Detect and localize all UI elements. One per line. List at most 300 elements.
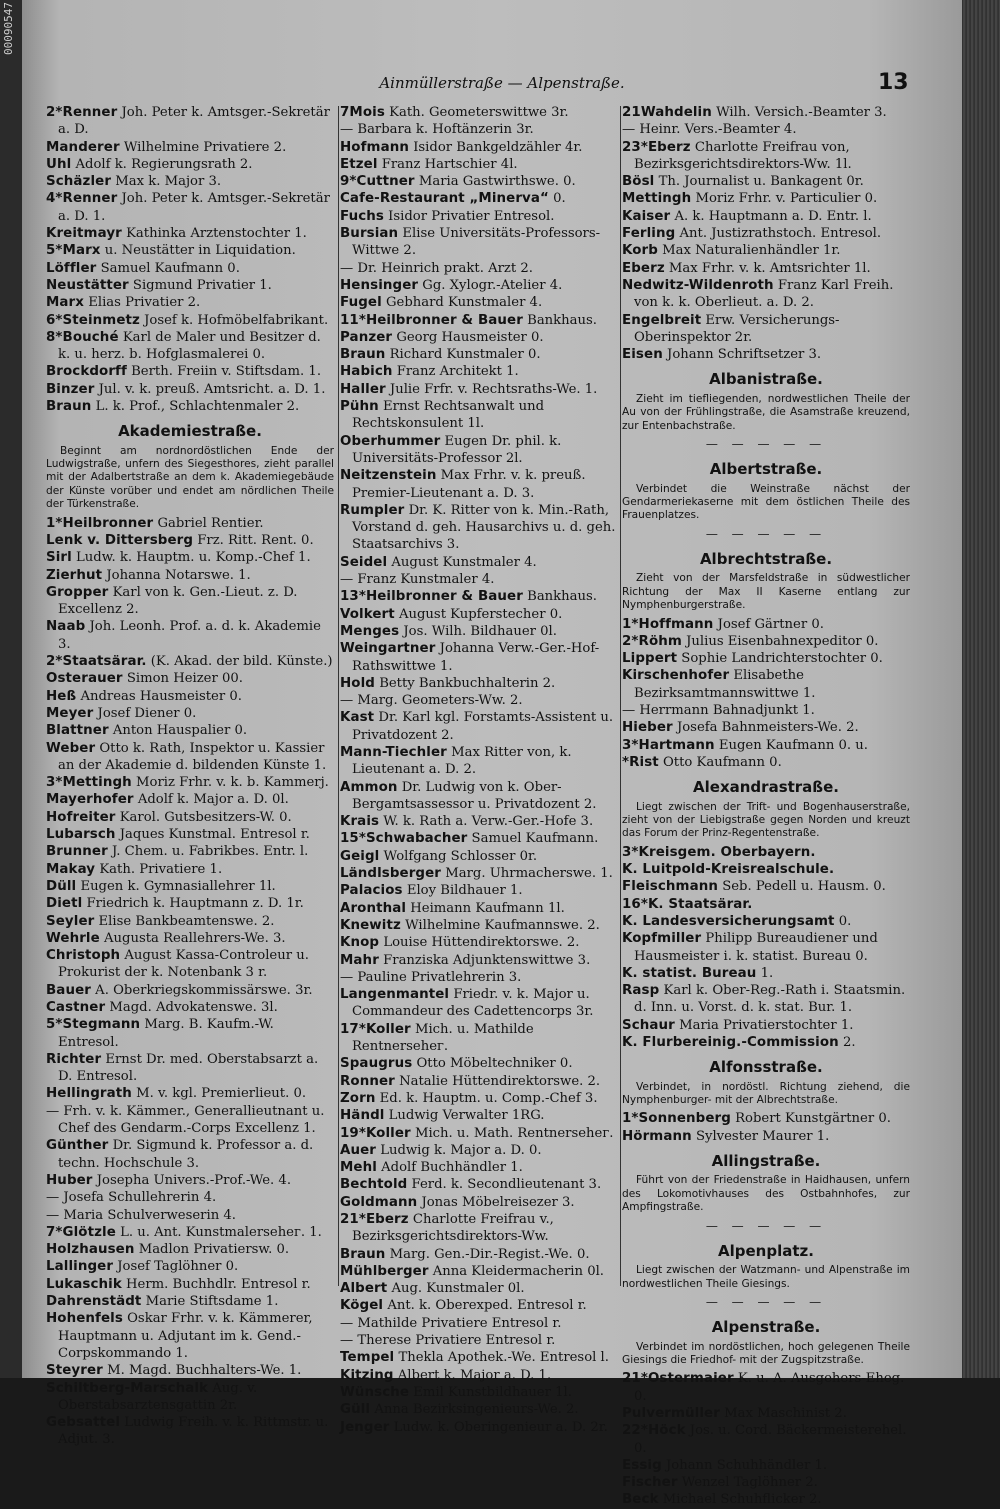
resident-details: Wenzel Taglöhner 2. — [681, 1475, 818, 1491]
resident-details: Julie Frfr. v. Rechtsraths-We. 1. — [389, 381, 598, 397]
resident-details: (K. Akad. der bild. Künste.) — [150, 654, 333, 670]
resident-name: Schaur — [622, 1017, 675, 1033]
resident-details: Maria Gastwirthswe. 0. — [418, 174, 576, 190]
resident-details: W. k. Rath a. Verw.-Ger.-Hofe 3. — [383, 814, 594, 830]
resident-entry — [46, 722, 334, 739]
resident-name: Aronthal — [340, 900, 407, 916]
resident-entry — [622, 844, 910, 861]
house-number: 8* — [46, 329, 63, 345]
resident-details: Erw. Versicherungs-Oberinspektor 2r. — [634, 312, 840, 345]
resident-details: Elias Privatier 2. — [88, 295, 201, 311]
resident-name: Essig — [622, 1457, 662, 1473]
resident-details: Seb. Pedell u. Hausm. 0. — [722, 879, 886, 895]
resident-entry — [340, 848, 628, 865]
resident-entry — [46, 1137, 334, 1172]
resident-details: — Dr. Heinrich prakt. Arzt 2. — [340, 260, 533, 276]
resident-name: Heilbronner & Bauer — [365, 312, 523, 328]
resident-details: Heimann Kaufmann 1l. — [410, 900, 565, 916]
resident-details: A. Oberkriegskommissärswe. 3r. — [95, 982, 313, 998]
column-3 — [622, 104, 910, 1508]
resident-name: Castner — [46, 999, 106, 1015]
resident-details: Th. Journalist u. Bankagent 0r. — [658, 174, 864, 190]
house-number: 2* — [622, 633, 639, 649]
resident-details: Otto k. Rath, Inspektor u. Kassier an der Akademie d. bildenden Künste 1. — [58, 740, 327, 773]
resident-name: Fleischmann — [622, 879, 719, 895]
resident-name: Mann-Tiechler — [340, 744, 447, 760]
resident-entry — [46, 242, 334, 259]
resident-name: Zierhut — [46, 567, 103, 583]
running-title: Ainmüllerstraße — Alpenstraße. — [379, 74, 625, 92]
resident-name: Habich — [340, 364, 393, 380]
resident-name: Lubarsch — [46, 827, 116, 843]
resident-details: Wilhelmine Privatiere 2. — [123, 139, 287, 155]
street-heading: Alpenstraße. — [711, 1318, 821, 1337]
resident-details: Eugen k. Gymnasiallehrer 1l. — [80, 878, 276, 894]
resident-name: Zorn — [340, 1090, 376, 1106]
house-number: 17* — [340, 1021, 366, 1037]
resident-name: Glötzle — [62, 1224, 116, 1240]
resident-entry — [622, 754, 910, 771]
resident-name: Renner — [62, 191, 118, 207]
resident-entry — [46, 1258, 334, 1275]
resident-entry — [340, 139, 628, 156]
resident-details: Madlon Privatiersw. 0. — [138, 1242, 290, 1258]
resident-entry — [622, 667, 910, 702]
resident-details: Joh. Leonh. Prof. a. d. k. Akademie 3. — [58, 619, 321, 652]
resident-entry — [46, 670, 334, 687]
resident-name: Etzel — [340, 156, 378, 172]
resident-details: Eugen Dr. phil. k. Universitäts-Professor 2l. — [352, 433, 562, 466]
resident-name: Fugel — [340, 295, 382, 311]
resident-entry — [340, 329, 628, 346]
house-number: 13* — [340, 589, 366, 605]
resident-name: Hieber — [622, 720, 673, 736]
resident-details: Philipp Bureaudiener und Hausmeister i. k. statist. Bureau 0. — [634, 931, 878, 964]
resident-name: Bösl — [622, 174, 655, 190]
house-number: 23* — [622, 139, 648, 155]
book-spine — [0, 0, 22, 1378]
resident-entry — [622, 1128, 910, 1145]
resident-name: Knewitz — [340, 917, 401, 933]
resident-name: Eisen — [622, 347, 663, 363]
resident-details: Franz Hartschier 4l. — [381, 156, 518, 172]
resident-details: Sophie Landrichterstochter 0. — [681, 651, 883, 667]
resident-entry — [340, 1073, 628, 1090]
resident-details: Adolf k. Major a. D. 0l. — [137, 792, 289, 808]
resident-entry — [340, 1107, 628, 1124]
resident-entry — [622, 1110, 910, 1127]
street-heading: Alpenplatz. — [718, 1241, 814, 1260]
resident-entry — [46, 104, 334, 139]
resident-details: Josef k. Hofmöbelfabrikant. — [144, 312, 329, 328]
resident-name: Gropper — [46, 584, 109, 600]
resident-name: Weingartner — [340, 641, 436, 657]
resident-details: Jos. u. Cord. Bäckermeisterehel. 0. — [634, 1423, 907, 1456]
resident-details: Louise Hüttendirektorswe. 2. — [383, 935, 580, 951]
resident-entry — [622, 861, 910, 878]
resident-entry — [622, 719, 910, 736]
resident-details: Dr. Sigmund k. Professor a. d. techn. Hochschule 3. — [58, 1138, 314, 1171]
resident-details: Joh. Peter k. Amtsger.-Sekretär a. D. — [58, 105, 330, 138]
house-number: 1* — [46, 515, 63, 531]
resident-details: Franz Architekt 1. — [396, 364, 519, 380]
resident-entry — [46, 653, 334, 670]
house-number: 16* — [622, 896, 648, 912]
resident-entry — [340, 640, 628, 675]
resident-entry — [340, 606, 628, 623]
resident-entry — [340, 917, 628, 934]
resident-entry — [340, 709, 628, 744]
resident-entry — [46, 398, 334, 415]
resident-entry — [340, 398, 628, 433]
resident-details: Karl de Maler und Besitzer d. k. u. herz. b. Hofglasmalerei 0. — [58, 329, 321, 363]
resident-entry — [46, 1103, 334, 1138]
resident-entry — [340, 1280, 628, 1297]
resident-details: Anton Hauspalier 0. — [112, 723, 248, 739]
resident-details: A. k. Hauptmann a. D. Entr. l. — [674, 208, 872, 224]
resident-name: Braun — [340, 347, 386, 363]
resident-entry — [46, 515, 334, 532]
resident-name: Kreisgem. Oberbayern. — [638, 844, 816, 860]
resident-details: Johanna Verw.-Ger.-Hof-Rathswittwe 1. — [352, 641, 600, 674]
resident-details: — Frh. v. k. Kämmer., Generallieutnant u. Chef des Gendarm.-Corps Excellenz 1. — [46, 1103, 325, 1137]
house-number: 21* — [622, 1371, 648, 1387]
resident-entry — [46, 895, 334, 912]
house-number: 11* — [340, 312, 366, 328]
resident-details: Frz. Ritt. Rent. 0. — [197, 532, 314, 548]
resident-details: Karol. Gutsbesitzers-W. 0. — [119, 809, 292, 825]
resident-details: Joh. Peter k. Amtsger.-Sekretär a. D. 1. — [58, 191, 330, 224]
resident-name: Meyer — [46, 705, 94, 721]
resident-entry — [622, 1034, 910, 1051]
resident-name: Binzer — [46, 381, 95, 397]
street-description: Zieht im tiefliegenden, nordwestlichen Theile der Au von der Frühlingstraße, die Asamstraße kreuzend, zur Entenbachstraße. — [622, 392, 910, 432]
resident-entry — [46, 791, 334, 808]
resident-entry — [46, 567, 334, 584]
resident-entry — [340, 952, 628, 969]
resident-entry — [622, 650, 910, 667]
resident-name: Manderer — [46, 139, 120, 155]
resident-entry — [622, 1457, 910, 1474]
resident-entry — [340, 467, 628, 502]
resident-name: Kirschenhofer — [622, 668, 730, 684]
resident-details: Jaques Kunstmal. Entresol r. — [119, 827, 310, 843]
street-description: Verbindet im nordöstlichen, hoch gelegenen Theile Giesings die Friedhof- mit der Zugspitzstraße. — [622, 1340, 910, 1366]
street-heading: Albanistraße. — [709, 370, 823, 389]
resident-name: Stegmann — [62, 1017, 141, 1033]
resident-entry — [622, 1474, 910, 1491]
resident-name: Holzhausen — [46, 1242, 135, 1258]
resident-entry — [46, 861, 334, 878]
resident-details: Julius Eisenbahnexpeditor 0. — [686, 633, 879, 649]
resident-details: Max Frhr. v. k. preuß. Premier-Lieutenant a. D. 3. — [352, 468, 586, 501]
resident-entry — [340, 588, 628, 605]
resident-name: Hofmann — [340, 139, 409, 155]
resident-details: Isidor Bankgeldzähler 4r. — [413, 139, 583, 155]
resident-details: Anna Kleidermacherin 0l. — [432, 1263, 604, 1279]
resident-details: — Franz Kunstmaler 4. — [340, 572, 495, 588]
street-heading: Allingstraße. — [711, 1152, 821, 1171]
resident-name: Makay — [46, 861, 96, 877]
resident-name: Pulvermüller — [622, 1405, 720, 1421]
resident-name: Auer — [340, 1142, 376, 1158]
resident-entry — [46, 225, 334, 242]
resident-name: Ländlsberger — [340, 866, 441, 882]
resident-entry — [340, 1349, 628, 1366]
house-number: 4* — [46, 191, 63, 207]
resident-entry — [622, 190, 910, 207]
resident-entry — [340, 623, 628, 640]
resident-details: Elise Bankbeamtenswe. 2. — [98, 913, 275, 929]
resident-entry — [340, 1315, 628, 1332]
resident-name: Düll — [46, 878, 77, 894]
resident-entry — [46, 1241, 334, 1258]
resident-details: Otto Kaufmann 0. — [663, 754, 782, 770]
street-heading: Alexandrastraße. — [693, 778, 839, 797]
resident-entry — [622, 104, 910, 121]
resident-details: Anna Bezirksingenieurs-We. 2. — [374, 1402, 579, 1418]
resident-details: Ferd. k. Secondlieutenant 3. — [411, 1177, 602, 1193]
resident-details: Charlotte Freifrau von, Bezirksgerichtsdirektors-Ww. 1l. — [634, 139, 852, 172]
resident-name: Kitzing — [340, 1367, 394, 1383]
resident-details: Max Frhr. v. k. Amtsrichter 1l. — [668, 260, 871, 276]
resident-details: Natalie Hüttendirektorswe. 2. — [399, 1073, 601, 1089]
resident-details: M. v. kgl. Premierlieut. 0. — [136, 1086, 307, 1102]
resident-entry — [46, 294, 334, 311]
resident-details: Jos. Wilh. Bildhauer 0l. — [403, 623, 557, 639]
house-number: 1* — [622, 1111, 639, 1127]
resident-details: Marg. Uhrmacherswe. 1. — [445, 866, 613, 882]
resident-name: Heilbronner & Bauer — [365, 589, 523, 605]
resident-entry — [340, 1194, 628, 1211]
resident-name: Mahr — [340, 952, 379, 968]
house-number: 15* — [340, 831, 366, 847]
resident-name: Haller — [340, 381, 386, 397]
resident-entry — [340, 1367, 628, 1384]
resident-entry — [46, 584, 334, 619]
resident-name: Mayerhofer — [46, 792, 134, 808]
resident-details: August Kunstmaler 4. — [391, 554, 537, 570]
resident-entry — [340, 225, 628, 260]
resident-entry — [622, 913, 910, 930]
resident-details: Johanna Notarswe. 1. — [106, 567, 251, 583]
resident-name: Ferling — [622, 226, 676, 242]
resident-details: 0. — [838, 913, 852, 929]
page-header — [22, 70, 962, 98]
resident-name: Braun — [46, 399, 92, 415]
resident-entry — [340, 554, 628, 571]
resident-details: Richard Kunstmaler 0. — [389, 347, 541, 363]
resident-details: Augusta Reallehrers-We. 3. — [104, 930, 286, 946]
resident-name: Röhm — [638, 633, 682, 649]
resident-entry — [622, 346, 910, 363]
resident-details: Kath. Geometerswittwe 3r. — [389, 105, 569, 120]
resident-details: L. k. Prof., Schlachtenmaler 2. — [95, 399, 300, 415]
resident-name: Hofreiter — [46, 809, 116, 825]
resident-entry — [340, 1297, 628, 1314]
resident-entry — [340, 830, 628, 847]
resident-details: 2. — [842, 1035, 856, 1051]
resident-details: Josepha Univers.-Prof.-We. 4. — [96, 1172, 292, 1188]
resident-name: K. Landesversicherungsamt — [622, 913, 835, 929]
resident-details: Josefa Bahnmeisters-We. 2. — [676, 720, 859, 736]
resident-name: Mühlberger — [340, 1263, 429, 1279]
resident-entry — [46, 190, 334, 225]
resident-entry — [340, 986, 628, 1021]
resident-details: — Marg. Geometers-Ww. 2. — [340, 693, 523, 709]
resident-entry — [340, 502, 628, 554]
resident-entry — [46, 1189, 334, 1206]
resident-entry — [46, 774, 334, 791]
column-1 — [46, 104, 334, 1448]
resident-entry — [622, 982, 910, 1017]
resident-details: Dr. K. Ritter von k. Min.-Rath, Vorstand d. geh. Hausarchivs u. d. geh. Staatsarchivs 3. — [352, 502, 616, 553]
resident-entry — [340, 1332, 628, 1349]
resident-details: Samuel Kaufmann. — [471, 831, 599, 847]
resident-name: Brunner — [46, 844, 108, 860]
street-description: Führt von der Friedenstraße in Haidhausen, unfern des Lokomotivhauses des Ostbahnhofes, zur Ampfingstraße. — [622, 1174, 910, 1214]
resident-details: Jonas Möbelreisezer 3. — [421, 1194, 575, 1210]
resident-name: Geigl — [340, 848, 380, 864]
resident-details: Josef Diener 0. — [97, 705, 197, 721]
resident-details: 0. — [553, 191, 566, 207]
resident-entry — [46, 363, 334, 380]
resident-entry — [622, 121, 910, 138]
resident-entry — [622, 242, 910, 259]
resident-entry — [46, 1362, 334, 1379]
resident-details: Gabriel Rentier. — [157, 515, 264, 531]
resident-details: Kathinka Arztenstochter 1. — [126, 226, 307, 242]
street-heading: Albertstraße. — [709, 460, 823, 479]
resident-entry — [340, 1263, 628, 1280]
resident-details: Berth. Freiin v. Stiftsdam. 1. — [131, 364, 322, 380]
resident-entry — [340, 1419, 628, 1436]
resident-name: Kast — [340, 710, 375, 726]
resident-details: — Pauline Privatlehrerin 3. — [340, 969, 522, 985]
resident-name: Steinmetz — [62, 312, 140, 328]
resident-name: Mettingh — [62, 775, 132, 791]
street-description: Verbindet die Weinstraße nächst der Gendarmeriekaserne mit dem östlichen Theile des Frauenplatzes. — [622, 482, 910, 522]
resident-name: Hold — [340, 675, 375, 691]
resident-details: Eloy Bildhauer 1. — [406, 883, 523, 899]
resident-name: Ronner — [340, 1073, 395, 1089]
resident-details: Ludw. k. Oberingenieur a. D. 2r. — [393, 1419, 608, 1435]
resident-entry — [46, 329, 334, 364]
resident-entry — [46, 1085, 334, 1102]
resident-name: Richter — [46, 1051, 102, 1067]
resident-entry — [46, 1051, 334, 1086]
resident-entry — [340, 1159, 628, 1176]
resident-entry — [340, 433, 628, 468]
page-number: 13 — [878, 70, 909, 95]
resident-details: Michael Schuhflicker 2. — [662, 1492, 822, 1508]
resident-name: Fischer — [622, 1475, 678, 1491]
resident-entry — [622, 260, 910, 277]
resident-name: Schiltberg-Marschalk — [46, 1380, 209, 1396]
resident-details: Mich. u. Mathilde Rentnersehег. — [352, 1021, 534, 1055]
street-description: Zieht von der Marsfeldstraße in südwestlicher Richtung der Max II Kaserne entlang zur Nymphenburgerstraße. — [622, 572, 910, 612]
resident-details: Aug. v. Oberstabsarztensgattin 2r. — [58, 1380, 258, 1413]
column-rule — [338, 106, 339, 1286]
resident-name: Kopfmiller — [622, 931, 702, 947]
resident-details: Oskar Frhr. v. k. Kämmerer, Hauptmann u. Adjutant im k. Gend.-Corpskommando 1. — [58, 1311, 313, 1361]
archive-stamp: 00090547 — [2, 2, 15, 55]
resident-details: Magd. Advokatenswe. 3l. — [109, 999, 278, 1015]
resident-details: Bankhaus. — [527, 589, 597, 605]
resident-name: Oberhummer — [340, 433, 441, 449]
resident-entry — [622, 225, 910, 242]
resident-details: Wolfgang Schlosser 0r. — [383, 848, 538, 864]
house-number: 9* — [340, 174, 357, 190]
resident-name: Staatsärar. — [62, 654, 147, 670]
resident-details: Ernst Dr. med. Oberstabsarzt a. D. Entresol. — [58, 1051, 319, 1085]
resident-name: Mehl — [340, 1160, 377, 1176]
resident-entry — [46, 947, 334, 982]
resident-entry — [340, 363, 628, 380]
resident-details: Eugen Kaufmann 0. u. — [718, 737, 868, 753]
resident-entry — [46, 1276, 334, 1293]
resident-details: — Josefa Schullehrerin 4. — [46, 1190, 217, 1206]
resident-details: Max Maschinist 2. — [724, 1405, 847, 1421]
resident-entry — [46, 1414, 334, 1449]
resident-entry — [46, 173, 334, 190]
resident-entry — [46, 260, 334, 277]
resident-details: Ludwig Verwalter 1RG. — [388, 1108, 545, 1124]
resident-entry — [340, 882, 628, 899]
resident-name: Renner — [62, 105, 118, 120]
resident-name: Marx — [62, 243, 101, 259]
house-number: 7* — [46, 1224, 63, 1240]
resident-details: Adolf k. Regierungsrath 2. — [75, 156, 253, 172]
resident-entry — [46, 843, 334, 860]
resident-details: — Mathilde Privatiere Entresol r. — [340, 1315, 562, 1331]
street-description: Verbindet, in nordöstl. Richtung ziehend, die Nymphenburger- mit der Albrechtstraße. — [622, 1080, 910, 1107]
resident-name: Wünsche — [340, 1384, 410, 1400]
resident-entry — [622, 878, 910, 895]
resident-name: Nedwitz-Wildenroth — [622, 277, 774, 293]
resident-name: Güll — [340, 1402, 371, 1418]
resident-details: Emil Kunstbildhauer 1l. — [413, 1384, 572, 1400]
resident-name: Palacios — [340, 883, 403, 899]
resident-name: Lallinger — [46, 1259, 114, 1275]
resident-details: Gg. Xylogr.-Atelier 4. — [422, 277, 563, 293]
resident-details: Wilhelmine Kaufmannswe. 2. — [405, 917, 600, 933]
resident-entry — [46, 930, 334, 947]
resident-name: Sonnenberg — [638, 1111, 731, 1127]
house-number: 6* — [46, 312, 63, 328]
resident-entry — [622, 277, 910, 312]
resident-details: Jul. v. k. preuß. Amtsricht. a. D. 1. — [98, 381, 326, 397]
resident-entry — [340, 1125, 628, 1142]
resident-name: Bechtold — [340, 1177, 408, 1193]
resident-name: Lenk v. Dittersberg — [46, 532, 194, 548]
resident-details: K. u. A. Ausgehers-Eheg. 0. — [634, 1371, 905, 1404]
resident-name: Naab — [46, 619, 86, 635]
resident-details: August Kassa-Controleur u. Prokurist der k. Notenbank 3 r. — [58, 948, 309, 981]
street-description: Liegt zwischen der Trift- und Bogenhauserstraße, zieht von der Liebigstraße gegen Norden und kreuzt das Forum der Prinz-Regentenstraße. — [622, 800, 910, 840]
separator: — — — — — — [705, 1218, 827, 1233]
resident-entry — [46, 618, 334, 653]
resident-details: Moriz Frhr. v. k. b. Kammerj. — [136, 775, 329, 791]
resident-details: Herm. Buchhdlr. Entresol r. — [126, 1276, 311, 1292]
resident-name: Engelbreit — [622, 312, 702, 328]
resident-name: Löffler — [46, 260, 97, 276]
resident-name: Heilbronner — [62, 515, 154, 531]
resident-name: Kögel — [340, 1298, 384, 1314]
resident-entry — [622, 896, 910, 913]
resident-entry — [340, 969, 628, 986]
resident-details: Johann Schuhhändler 1. — [665, 1457, 828, 1473]
